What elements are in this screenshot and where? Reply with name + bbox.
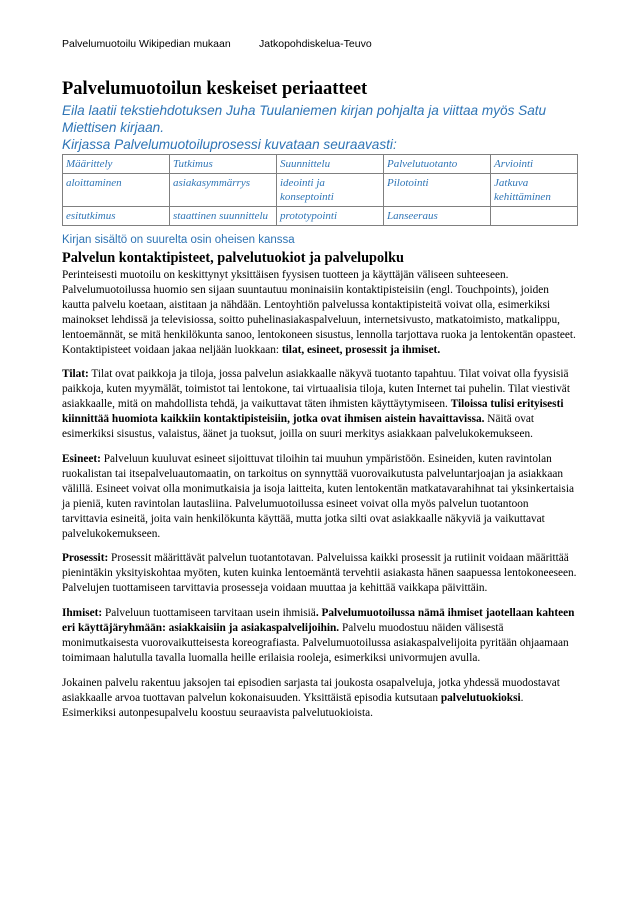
document-title: Palvelumuotoilun keskeiset periaatteet [62,79,368,99]
page-header [62,38,372,50]
intro-line-2: Kirjassa Palvelumuotoiluprosessi kuvataan seuraavasti: [62,137,397,152]
document-body [62,78,577,720]
paragraph-text: . Esimerkiksi autonpesupalvelu koostuu seuraavista palvelutuokioista. [62,691,524,719]
table-cell: prototypointi [277,207,384,226]
term-label: Prosessit: [62,552,109,565]
process-table [62,154,578,226]
table-row [63,207,578,226]
paragraph-bold-text: Tiloissa tulisi erityisesti kiinnittää huomiota kaikkiin kontaktipisteisiin, jotka ovat ihmisen aistein havaittavissa. [62,398,564,426]
paragraph-prosessit [62,551,577,596]
table-cell [491,207,578,226]
paragraph-text: Palveluun kuuluvat esineet sijoittuvat tiloihin tai muuhun ympäristöön. Esineiden, kuten ravintolan ruokalistan tai itsepalveluautomaatin, on tarkoitus on synnyttää vuorovaikutusta palveluntarjoajan ja asiakkaan välillä. Esineet voivat olla monimutkaisia ja isoja laitteita, kuten lentokentän matkatavarahihnat tai yksinkertaisia ja pieniä, kuten ravintolan lautasliina. Palvelumuotoilussa esineet voivat olla myös palvelun tuotantoon tarvittavia esineitä, joita vain henkilökunta käyttää, mutta jotka silti ovat asiakkaalle näkyviä ja vaikuttavat palvelukokemukseen. [62,452,574,540]
term-label: Tilat: [62,368,89,381]
table-header-cell: Suunnittelu [277,155,384,174]
paragraph-tilat [62,367,577,442]
term-label: Ihmiset: [62,607,103,620]
paragraph-text: Palvelu muodostuu näiden välisestä monimutkaisesta vuorovaikutteisesta koreografiasta. Palvelumuotoilussa asiakaspalvelijoita pyritään ohjaamaan toimimaan halutulla tavalla luomalla heille erilaisia rooleja, esimerkiksi univormujen avulla. [62,622,569,664]
header-left-text: Palvelumuotoilu Wikipedian mukaan [62,38,231,50]
table-cell: Pilotointi [384,174,491,207]
table-row [63,174,578,207]
table-header-cell: Palvelutuotanto [384,155,491,174]
table-cell: staattinen suunnittelu [170,207,277,226]
table-header-cell: Määrittely [63,155,170,174]
table-cell: Jatkuva kehittäminen [491,174,578,207]
paragraph-text: Tilat ovat paikkoja ja tiloja, jossa palvelun asiakkaalle näkyvä tuotanto tapahtuu. Tilat voivat olla fyysisiä paikkoja, kuten myymälät, toimistot tai lentokone, tai virtuaalisia tiloja, kuten Internet tai puhelin. Tilat viestivät asiakkaalle, mitä on mahdollista tehdä, ja vaikuttavat täten ihmisten käyttäytymiseen. [62,368,570,411]
intro-line-1: Eila laatii tekstiehdotuksen Juha Tuulaniemen kirjan pohjalta ja viittaa myös Satu Miettisen kirjaan. [62,103,547,135]
paragraph-text: Näitä ovat esimerkiksi sisustus, valaistus, äänet ja tuoksut, joilla on suuri merkitys asiakkaan palvelukokemukseen. [62,413,535,441]
table-cell: esitutkimus [63,207,170,226]
paragraph-touchpoints [62,268,577,357]
paragraph-palvelutuokiot [62,676,577,721]
table-cell: ideointi ja konseptointi [277,174,384,207]
table-header-cell: Tutkimus [170,155,277,174]
section-title: Palvelun kontaktipisteet, palvelutuokiot ja palvelupolku [62,250,404,266]
table-cell: Lanseeraus [384,207,491,226]
paragraph-ihmiset [62,606,577,666]
paragraph-text: Perinteisesti muotoilu on keskittynyt yksittäisen fyysisen tuotteen ja käyttäjän väliseen suhteeseen. Palvelumuotoilussa huomio sen sijaan suuntautuu moninaisiin kontaktipisteisiin (engl. Touchpoints), joiden kautta palvelu koetaan, aistitaan ja nähdään. Lentoyhtiön palvelussa kontaktipisteitä voivat olla, esimerkiksi mainokset lehdissä ja televisiossa, soitto puhelinasiakaspalveluun, internetsivusto, matkatoimisto, matkalippu, lentoemännät, se mitä henkilökunta sanoo, lentokoneen sisustus, lennolla tarjottava ruoka ja lentokentän opasteet. Kontaktipisteet voidaan jakaa neljään luokkaan: [62,269,576,356]
term-label: Esineet: [62,452,101,465]
header-right-text: Jatkopohdiskelua-Teuvo [259,38,372,50]
paragraph-bold-text: palvelutuokioksi [440,691,521,704]
paragraph-text: Palveluun tuottamiseen tarvitaan usein ihmisiä [102,607,316,620]
paragraph-bold-text: tilat, esineet, prosessit ja ihmiset. [281,343,441,356]
table-header-cell: Arviointi [491,155,578,174]
paragraph-bold-text: . Palvelumuotoilussa nämä ihmiset jaotellaan kahteen eri käyttäjäryhmään: asiakkaisiin ja asiakaspalvelijoihin. [62,607,575,635]
paragraph-esineet [62,452,577,541]
table-cell: asiakasymmärrys [170,174,277,207]
paragraph-text: Jokainen palvelu rakentuu jaksojen tai episodien sarjasta tai joukosta osapalveluja, jotka yhdessä muodostavat asiakkaalle arvoa tuottavan palvelun kokonaisuuden. Yksittäistä episodia kutsutaan [62,676,560,704]
table-header-row [63,155,578,174]
paragraph-text: Prosessit määrittävät palvelun tuotantotavan. Palveluissa kaikki prosessit ja rutiinit voidaan määrittää pienintäkin yksityiskohtaa myöten, kuten kuinka lentoemäntä tervehtii asiakasta hänen saapuessa lentokoneeseen. Palvelujen tuottamiseen tarvittavia prosesseja voidaan muuttaa ja kehittää vaikkapa päivittäin. [62,552,577,595]
table-cell: aloittaminen [63,174,170,207]
book-note: Kirjan sisältö on suurelta osin oheisen kanssa [62,234,295,246]
